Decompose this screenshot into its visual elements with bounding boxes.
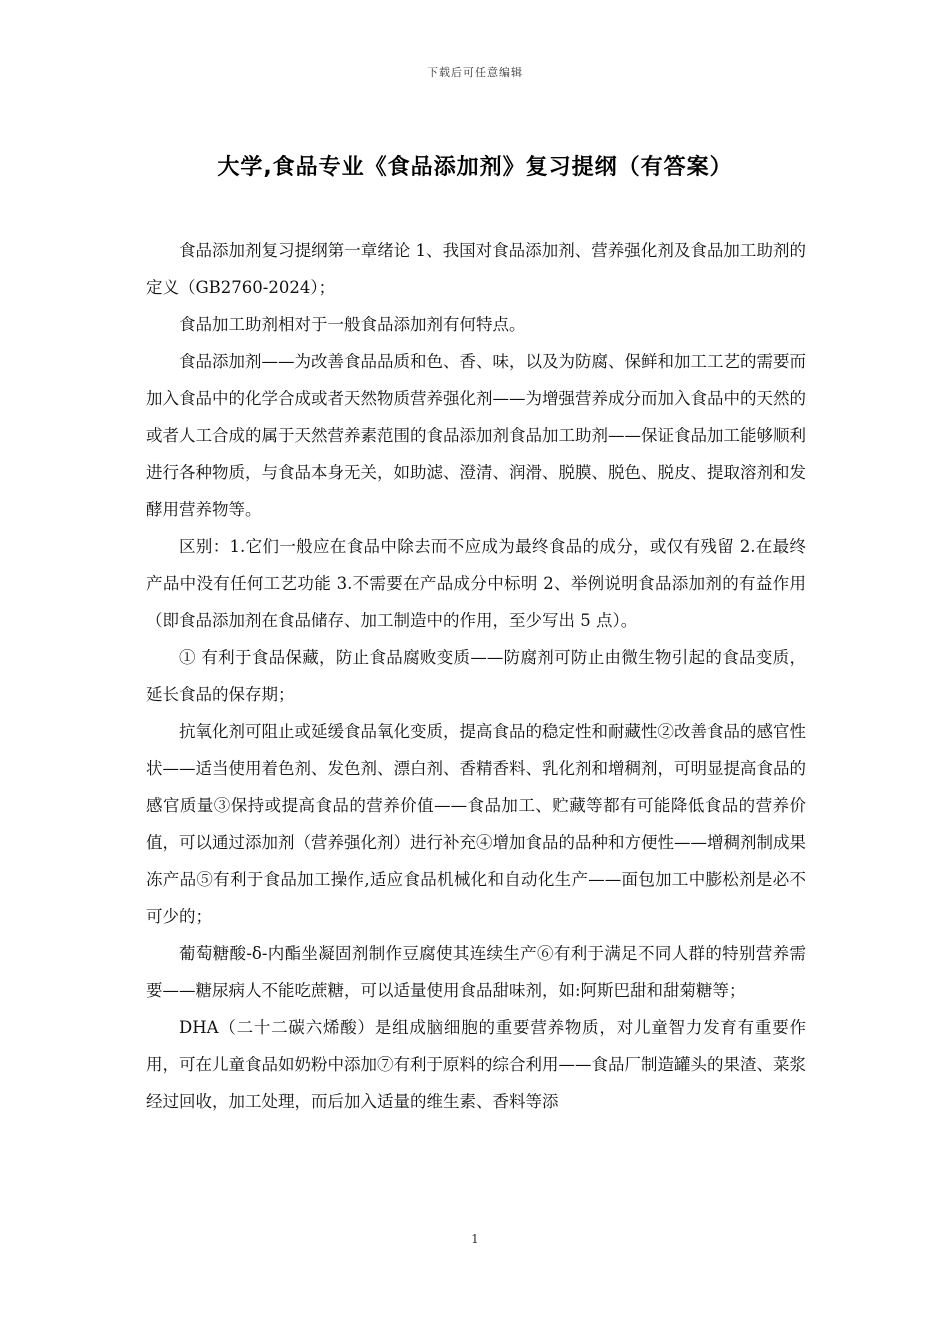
page-number: 1 bbox=[471, 1232, 479, 1246]
paragraph-4: 区别：1.它们一般应在食品中除去而不应成为最终食品的成分，或仅有残留 2.在最终产品中没有任何工艺功能 3.不需要在产品成分中标明 2、举例说明食品添加剂的有益作用（即食品添加剂在食品储存、加工制造中的作用，至少写出 5 点）。 bbox=[146, 537, 806, 630]
paragraph-5: ① 有利于食品保藏，防止食品腐败变质——防腐剂可防止由微生物引起的食品变质，延长食品的保存期； bbox=[146, 648, 806, 704]
document-body bbox=[146, 232, 806, 1120]
header-note: 下载后可任意编辑 bbox=[427, 66, 523, 79]
paragraph-2: 食品加工助剂相对于一般食品添加剂有何特点。 bbox=[179, 315, 526, 334]
paragraph-1: 食品添加剂复习提纲第一章绪论 1、我国对食品添加剂、营养强化剂及食品加工助剂的定义（GB2760-2024）； bbox=[146, 241, 806, 297]
paragraph-8: DHA（二十二碳六烯酸）是组成脑细胞的重要营养物质，对儿童智力发育有重要作用，可在儿童食品如奶粉中添加⑦有利于原料的综合利用——食品厂制造罐头的果渣、菜浆经过回收，加工处理，而后加入适量的维生素、香料等添 bbox=[146, 1018, 806, 1111]
paragraph-7: 葡萄糖酸-δ-内酯坐凝固剂制作豆腐使其连续生产⑥有利于满足不同人群的特别营养需要——糖尿病人不能吃蔗糖，可以适量使用食品甜味剂，如:阿斯巴甜和甜菊糖等； bbox=[146, 944, 806, 1000]
paragraph-6: 抗氧化剂可阻止或延缓食品氧化变质，提高食品的稳定性和耐藏性②改善食品的感官性状——适当使用着色剂、发色剂、漂白剂、香精香料、乳化剂和增稠剂，可明显提高食品的感官质量③保持或提高食品的营养价值——食品加工、贮藏等都有可能降低食品的营养价值，可以通过添加剂（营养强化剂）进行补充④增加食品的品种和方便性——增稠剂制成果冻产品⑤有利于食品加工操作,适应食品机械化和自动化生产——面包加工中膨松剂是必不可少的； bbox=[146, 722, 806, 926]
paragraph-3: 食品添加剂——为改善食品品质和色、香、味，以及为防腐、保鲜和加工工艺的需要而加入食品中的化学合成或者天然物质营养强化剂——为增强营养成分而加入食品中的天然的或者人工合成的属于天然营养素范围的食品添加剂食品加工助剂——保证食品加工能够顺利进行各种物质，与食品本身无关，如助滤、澄清、润滑、脱膜、脱色、脱皮、提取溶剂和发酵用营养物等。 bbox=[146, 352, 806, 519]
document-title: 大学,食品专业《食品添加剂》复习提纲（有答案） bbox=[217, 155, 733, 180]
